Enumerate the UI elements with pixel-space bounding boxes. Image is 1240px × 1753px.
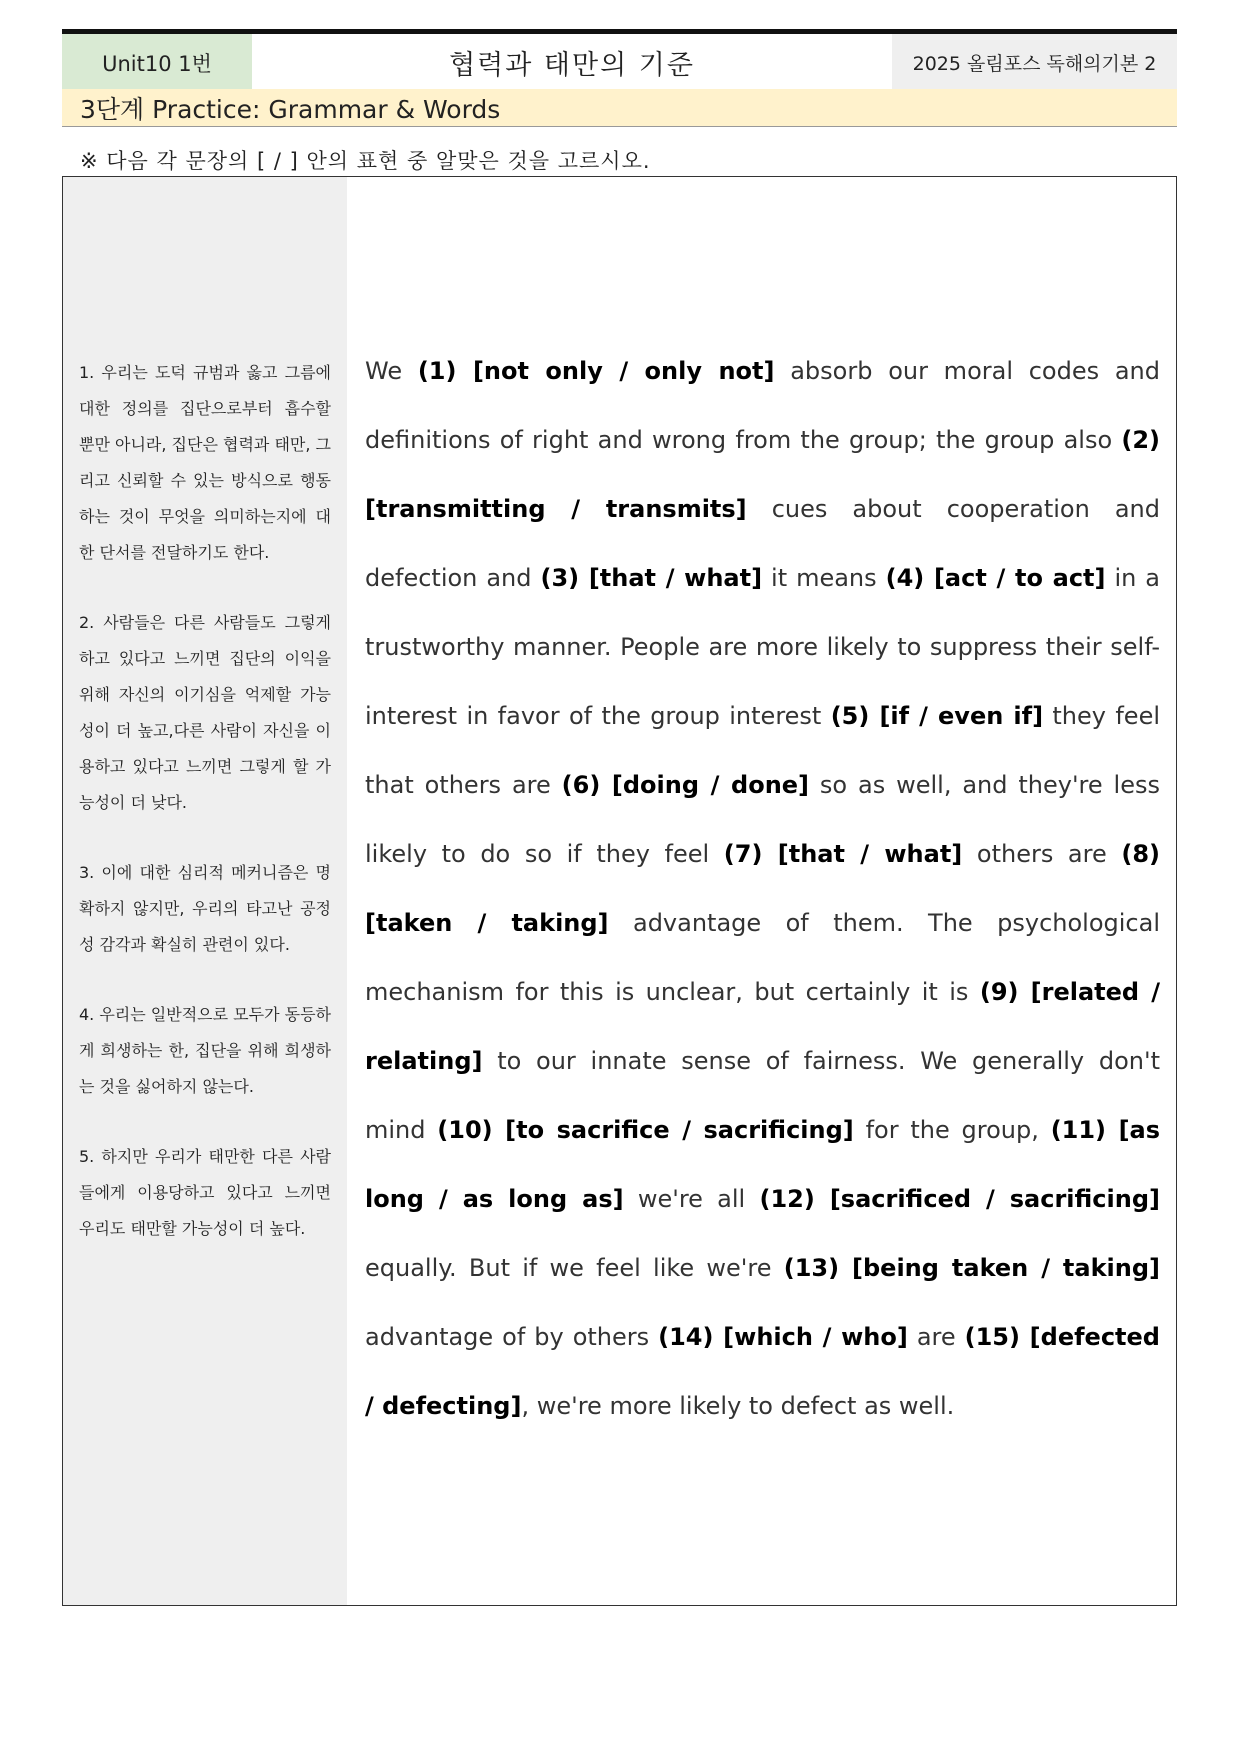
answer-choice: [transmitting / transmits] [365,495,747,523]
translation-note-2: 2. 사람들은 다른 사람들도 그렇게 하고 있다고 느끼면 집단의 이익을 위해 자신의 이기심을 억제할 가능성이 더 높고,다른 사람이 자신을 이용하고 있다고 느끼면 그렇게 할 가능성이 더 낮다. [79,613,331,812]
answer-choice: [which / who] [723,1323,908,1351]
passage-segment: to our innate sense of fairness. We generally don't mind [365,1047,1160,1144]
worksheet-title: 협력과 태만의 기준 [449,50,695,81]
answer-choice: [taken / taking] [365,909,609,937]
translation-note-3: 3. 이에 대한 심리적 메커니즘은 명확하지 않지만, 우리의 타고난 공정성 감각과 확실히 관련이 있다. [79,863,331,954]
question-number: (1) [417,357,473,385]
answer-choice: [that / what] [777,840,963,868]
passage-segment: they feel that others are [365,702,1160,799]
answer-choice: [doing / done] [611,771,810,799]
passage-segment: are [907,1323,965,1351]
answer-choice: [to sacrifice / sacrificing] [505,1116,854,1144]
answer-choice: [being taken / taking] [852,1254,1161,1282]
question-number: (10) [437,1116,506,1144]
book-label: 2025 올림포스 독해의기본 2 [892,34,1177,91]
passage-segment: equally. But if we feel like we're [365,1254,784,1282]
question-number: (3) [540,564,589,592]
passage-segment: advantage of by others [365,1323,659,1351]
translation-note-5: 5. 하지만 우리가 태만한 다른 사람들에게 이용당하고 있다고 느끼면 우리도 태만할 가능성이 더 높다. [79,1147,331,1238]
passage-segment: cues about cooperation and defection and [365,495,1161,592]
passage-text [365,337,1160,1441]
question-number: (8) [1121,840,1160,868]
passage-segment: it means [762,564,886,592]
question-number: (2) [1121,426,1160,454]
answer-choice: [act / to act] [933,564,1106,592]
passage-segment: so as well, and they're less likely to do so if they feel [365,771,1160,868]
passage-segment: for the group, [853,1116,1051,1144]
translation-note-1: 1. 우리는 도덕 규범과 옳고 그름에 대한 정의를 집단으로부터 흡수할 뿐만 아니라, 집단은 협력과 태만, 그리고 신뢰할 수 있는 방식으로 행동하는 것이 무엇을 의미하는지에 대한 단서를 전달하기도 한다. [79,363,331,562]
step-banner [62,89,1177,127]
question-number: (9) [979,978,1031,1006]
instruction-text: ※ 다음 각 문장의 [ / ] 안의 표현 중 알맞은 것을 고르시오. [80,149,651,173]
passage-segment: , we're more likely to defect as well. [521,1392,955,1420]
question-number: (13) [783,1254,853,1282]
passage-segment: We [365,357,418,385]
passage-segment: absorb our moral codes and definitions of right and wrong from the group; the group also [365,357,1161,454]
question-number: (7) [723,840,778,868]
answer-choice: [related / relating] [365,978,1161,1075]
worksheet-header [62,29,1177,94]
question-number: (14) [658,1323,724,1351]
exercise-box [62,176,1177,1606]
passage-column [347,177,1176,1605]
answer-choice: [not only / only not] [472,357,775,385]
unit-label: Unit10 1번 [62,34,252,91]
translation-note-4: 4. 우리는 일반적으로 모두가 동등하게 희생하는 한, 집단을 위해 희생하는 것을 싫어하지 않는다. [79,1005,331,1096]
passage-segment: advantage of them. The psychological mechanism for this is unclear, but certainly it is [365,909,1160,1006]
translation-column [63,177,347,1605]
question-number: (4) [885,564,934,592]
question-number: (12) [759,1185,830,1213]
passage-segment: in a trustworthy manner. People are more likely to suppress their self-interest in favor of the group interest [365,564,1161,730]
passage-segment: we're all [623,1185,760,1213]
answer-choice: [if / even if] [879,702,1044,730]
passage-segment: others are [962,840,1122,868]
question-number: (5) [830,702,880,730]
answer-choice: [as long / as long as] [365,1116,1161,1213]
question-number: (6) [561,771,612,799]
question-number: (11) [1050,1116,1119,1144]
answer-choice: [defected / defecting] [365,1323,1160,1420]
answer-choice: [that / what] [588,564,763,592]
answer-choice: [sacrificed / sacrificing] [829,1185,1160,1213]
question-number: (15) [964,1323,1030,1351]
step-title: 3단계 Practice: Grammar & Words [80,94,501,124]
